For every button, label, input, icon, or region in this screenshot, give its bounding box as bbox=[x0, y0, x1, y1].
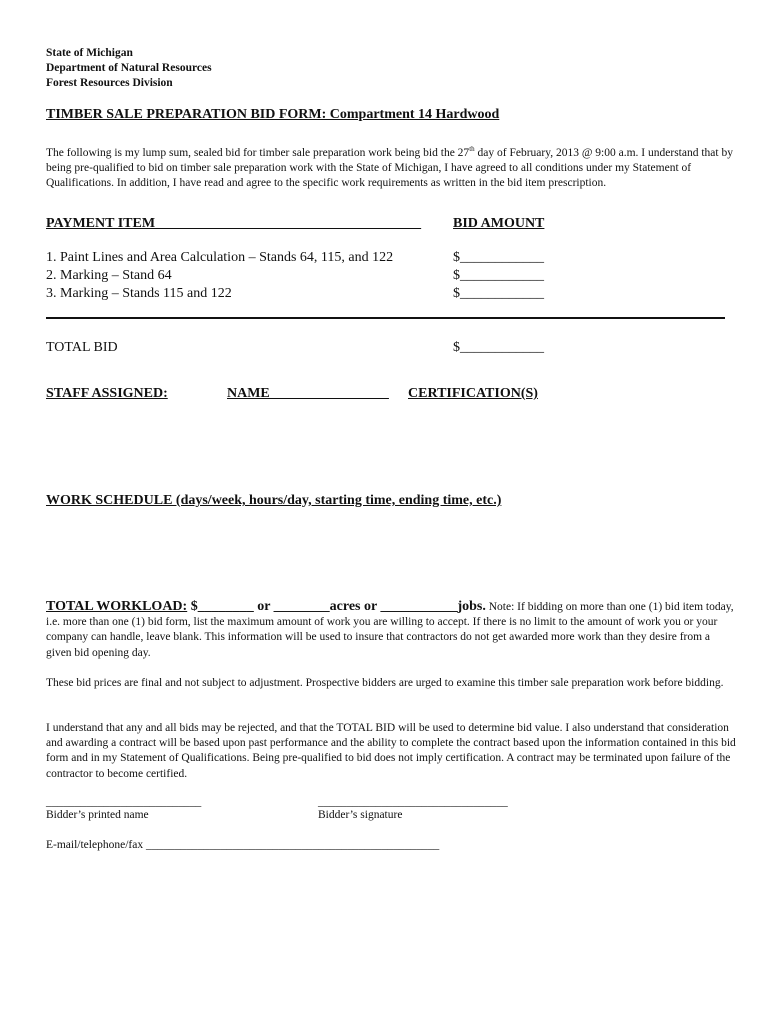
intro-sup: th bbox=[469, 145, 475, 153]
intro-paragraph bbox=[46, 142, 736, 191]
payment-item-3: 3. Marking – Stands 115 and 122 bbox=[46, 286, 232, 301]
total-workload-note: Note: If bidding on more than one (1) bid item today, i.e. more than one (1) bid form, list the maximum amount of work you are willing to accept. If there is no limit to the amount of work you or your company can handle, leave blank. This information will be used to insure that contractors do not get awarded more work than they desire from a given bid opening day. bbox=[46, 601, 734, 659]
total-workload-fields[interactable]: $________ or ________acres or ___________jobs. bbox=[187, 599, 486, 614]
section-divider bbox=[46, 317, 725, 319]
payment-item-1: 1. Paint Lines and Area Calculation – Stands 64, 115, and 122 bbox=[46, 250, 394, 265]
work-schedule-label: WORK SCHEDULE (days/week, hours/day, starting time, ending time, etc.) bbox=[46, 493, 502, 508]
signature-line[interactable]: _________________________________ bbox=[318, 796, 508, 808]
payment-item-2: 2. Marking – Stand 64 bbox=[46, 268, 172, 283]
final-prices-paragraph: These bid prices are final and not subject to adjustment. Prospective bidders are urged to examine this timber sale preparation work before bidding. bbox=[46, 677, 724, 689]
contact-row bbox=[46, 839, 439, 851]
bid-field-3[interactable]: $____________ bbox=[453, 286, 544, 301]
payment-item-header: PAYMENT ITEM______________________________________ bbox=[46, 216, 422, 231]
staff-assigned-label: STAFF ASSIGNED: bbox=[46, 386, 168, 401]
signature-label: Bidder’s signature bbox=[318, 809, 403, 821]
printed-name-line[interactable]: ___________________________ bbox=[46, 796, 202, 808]
bid-field-1[interactable]: $____________ bbox=[453, 250, 544, 265]
contact-label: E-mail/telephone/fax bbox=[46, 839, 146, 851]
printed-name-label: Bidder’s printed name bbox=[46, 809, 149, 821]
intro-text-1: The following is my lump sum, sealed bid for timber sale preparation work being bid the 27 bbox=[46, 146, 470, 159]
staff-name-label: NAME_________________ bbox=[227, 386, 389, 401]
form-title: TIMBER SALE PREPARATION BID FORM: Compartment 14 Hardwood bbox=[46, 107, 500, 122]
total-workload-paragraph bbox=[46, 599, 736, 661]
staff-certification-label: CERTIFICATION(S) bbox=[408, 386, 538, 401]
contact-line[interactable]: ___________________________________________________ bbox=[145, 839, 440, 851]
total-bid-field[interactable]: $____________ bbox=[453, 340, 544, 355]
intro-text-2: day of February, 2013 @ 9:00 a.m. I understand that by being pre-qualified to bid on timber sale preparation work with the State of Michigan, I have agreed to all conditions under my Statement of Qualifications. In addition, I have read and agree to the specific work requirements as written in the bid item prescription. bbox=[46, 146, 733, 190]
agency-header bbox=[46, 46, 212, 91]
header-division: Forest Resources Division bbox=[46, 77, 173, 89]
bid-field-2[interactable]: $____________ bbox=[453, 268, 544, 283]
bid-amount-header: BID AMOUNT bbox=[453, 216, 545, 231]
header-department: Department of Natural Resources bbox=[46, 62, 212, 74]
total-workload-label: TOTAL WORKLOAD: bbox=[46, 599, 188, 614]
header-state: State of Michigan bbox=[46, 47, 133, 59]
understanding-paragraph: I understand that any and all bids may be rejected, and that the TOTAL BID will be used to determine bid value. I also understand that consideration and awarding a contract will be based upon past performance and the ability to complete the contract based upon the information contained in this bid form and in my Statement of Qualifications. Being pre-qualified to bid does not imply certification. A contract may be terminated upon failure of the contractor to become certified. bbox=[46, 722, 736, 780]
total-bid-label: TOTAL BID bbox=[46, 340, 118, 355]
